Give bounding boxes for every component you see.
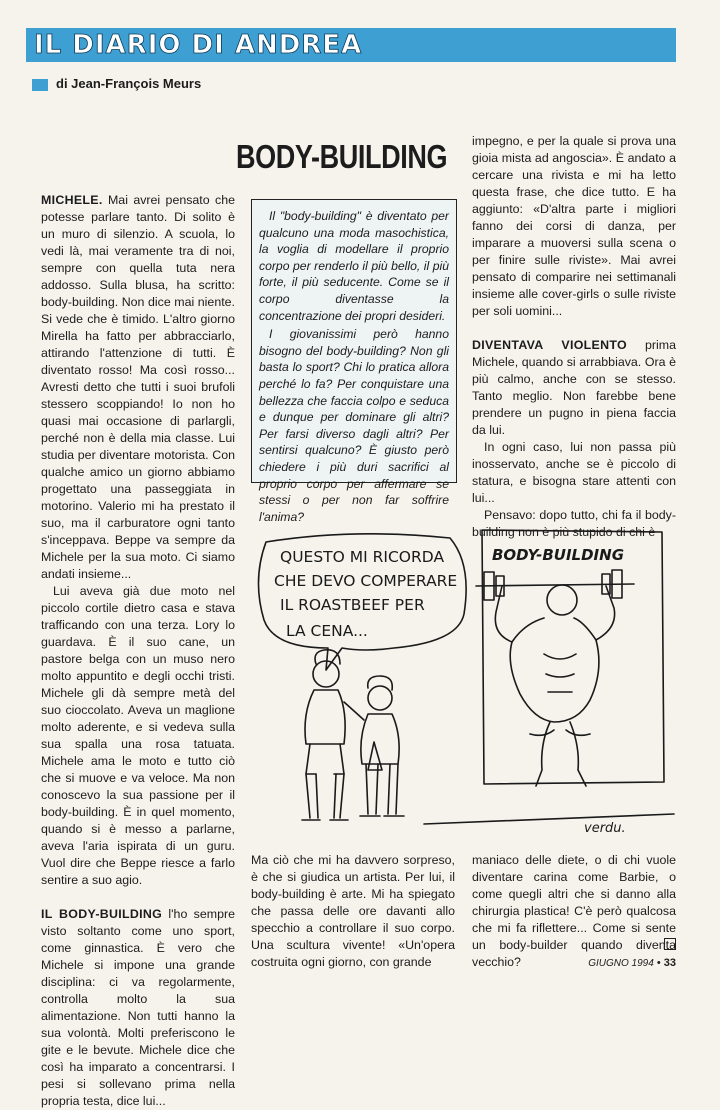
- speech-text: LA CENA...: [286, 622, 368, 640]
- issue-date: GIUGNO 1994: [588, 958, 654, 969]
- column-middle-bottom: [251, 852, 455, 971]
- paragraph: maniaco delle diete, o di chi vuole diventare carina come Barbie, o come quegli altri che si danno alla chirurgia plastica! C'è però qualcosa che mi fa riflettere... Come si sente un body-builder quando diventa vecchio?: [472, 853, 676, 969]
- woman-figure: [302, 650, 364, 820]
- paragraph: [41, 906, 235, 1110]
- speech-text: CHE DEVO COMPERARE: [274, 572, 458, 590]
- callout-paragraph: Il "body-building" è diventato per qualcuno una moda masochistica, la voglia di modellare il proprio corpo per renderlo il più bello, il più forte, il più seducente. Come se il corpo diventasse la concentrazione dei propri desideri.: [259, 209, 449, 323]
- paragraph-lead: DIVENTAVA VIOLENTO: [472, 338, 627, 352]
- cartoonist-signature: verdu.: [584, 821, 626, 836]
- cartoon-illustration: [244, 524, 676, 842]
- poster-title: BODY-BUILDING: [492, 546, 625, 564]
- paragraph-lead: IL BODY-BUILDING: [41, 907, 163, 921]
- paragraph: In ogni caso, lui non passa più inosservato, anche se è piccolo di statura, e bisogna stare attenti con lui...: [472, 440, 676, 505]
- bodybuilder-figure: [495, 585, 614, 786]
- page-number: 33: [663, 957, 676, 969]
- speech-text: QUESTO MI RICORDA: [280, 548, 445, 566]
- floor-line: [424, 814, 674, 824]
- paragraph: Ma ciò che mi ha davvero sorpreso, è che si giudica un artista. Per lui, il body-building è arte. Mi ha spiegato che passa delle ore davanti allo specchio a controllare il suo corpo. Una scultura vivente! «Un'opera costruita ogni giorno, con grande: [251, 853, 455, 969]
- paragraph-text: l'ho sempre visto soltanto come uno sport, come ginnastica. È vero che Michele si impone una grande disciplina: ci va regolarmente, controlla molto la sua alimentazione. Non tutti hanno la sua volontà. Molti preferiscono le gite e le bevute. Michele dice che così ha imparato a concentrarsi. I pesi si sollevano prima nella propria testa, dice lui...: [41, 907, 236, 1108]
- column-right: [472, 133, 676, 541]
- paragraph: [472, 337, 676, 439]
- woman-figure: [360, 676, 404, 816]
- paragraph-text: prima Michele, quando si arrabbiava. Ora è più calmo, anche con se stesso. Tanto meglio. Non farebbe bene prendere un pugno in piena faccia da lui.: [472, 338, 676, 437]
- poster-frame: [482, 530, 664, 784]
- column-title: IL DIARIO DI ANDREA: [34, 30, 363, 60]
- callout-paragraph: I giovanissimi però hanno bisogno del body-building? Non gli basta lo sport? Chi lo pratica allora perché lo fa? Per conquistare una bellezza che faccia colpo e seduca e dunque per dominare gli altri? Per farsi diverso dagli altri? Per sentirsi qualcuno? È giusto però chiedere i più duri sacrifici al proprio corpo per affermare se stessi o per non far soffrire l'anima?: [259, 327, 449, 524]
- byline-marker: [32, 79, 48, 91]
- page-folio: GIUGNO 1994 • 33: [588, 957, 676, 969]
- end-of-article-mark: [664, 938, 676, 950]
- speech-text: IL ROASTBEEF PER: [280, 596, 425, 614]
- paragraph-text: Mai avrei pensato che potesse parlare tanto. Di solito è un muro di silenzio. A scuola, lo vedi là, mai veramente tra di noi, sempre con quella tuta nera addosso. Sulla blusa, ha scritto: body-building. Non dice mai niente. Si vede che è timido. L'altro giorno Mirella ha fatto per abbracciarlo, attirando l'attenzione di tutti. È diventato rosso! Ma così rosso... Avresti detto che tutti i suoi brufoli stessero scoppiando! Io non ho quasi mai occasione di parlargli, perché non è della mia classe. Lui studia per diventare motorista. Con qualche amico un giorno abbiamo progettato una passeggiata in motorino. Valerio mi ha prestato il suo, ma il carburatore ogni tanto s'inceppava. Beppe va sempre da Michele per la sua moto. Ci siamo andati insieme...: [41, 193, 235, 581]
- paragraph-lead: MICHELE.: [41, 193, 103, 207]
- paragraph: Lui aveva già due moto nel piccolo cortile dietro casa e stava trafficando con una terza. Lory lo guardava. È il suo cane, un pastore belga con un muso nero molto appuntito e degli occhi tristi. Michele gli dà sempre metà del suo cioccolato. Aveva un maglione molto aderente, e si vedeva sulla sua spalla una rosa tatuata. Michele ama le moto e tutto ciò che si muove e va veloce. Ma non conoscevo la sua passione per il body-building. È in quel momento, quando si è messo a parlarne, aveva l'aria ispirata di un guru. Vuol dire che Beppe riesce a farlo sentire a suo agio.: [41, 584, 235, 887]
- paragraph: [41, 192, 235, 583]
- article-headline: BODY-BUILDING: [236, 138, 448, 175]
- column-right-bottom: [472, 852, 676, 971]
- paragraph: impegno, e per la quale si prova una gioia mista ad angoscia». È andato a cercare una rivista e mi ha letto questa frase, che dice tutto. E ha aggiunto: «D'altra parte i migliori fanno dei corsi di danza, per imparare a muoversi sulla scena o per finire sulle riviste». Mai avrei pensato di comparire nei settimanali insieme alle cover-girls o sulle riviste per soli uomini...: [472, 134, 676, 318]
- byline: di Jean-François Meurs: [56, 76, 202, 91]
- callout-text: [259, 208, 449, 527]
- paragraph: Pensavo: dopo tutto, chi fa il body-building non è più stupido di chi è: [472, 508, 676, 539]
- column-left: [41, 192, 235, 1110]
